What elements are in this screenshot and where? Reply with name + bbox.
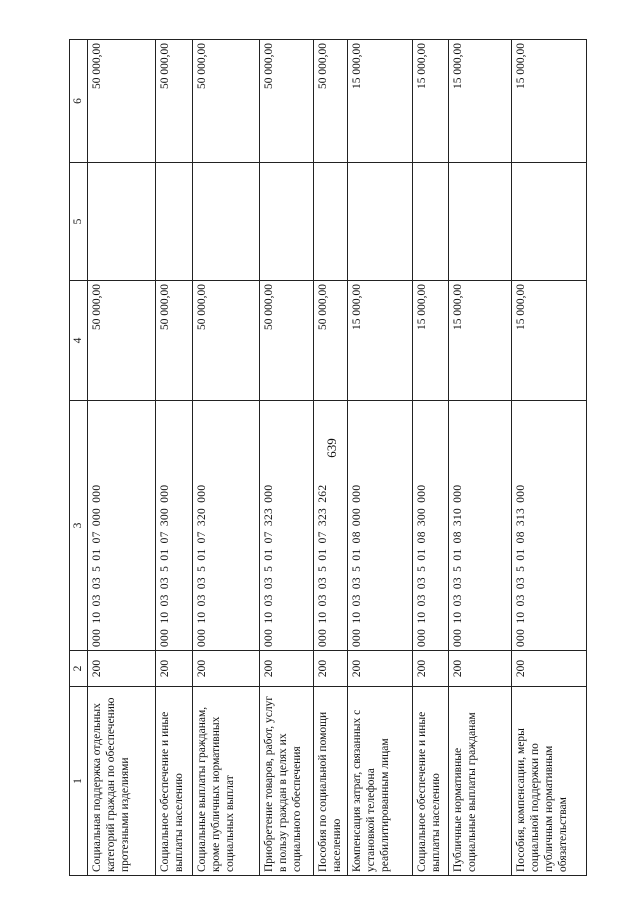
header-row bbox=[70, 40, 88, 876]
row-amount-col6: 50 000,00 bbox=[260, 40, 314, 163]
row-amount-col6: 15 000,00 bbox=[449, 40, 512, 163]
column-header: 2 bbox=[70, 651, 88, 687]
row-admin-code: 200 bbox=[193, 651, 260, 687]
row-amount-col6: 50 000,00 bbox=[193, 40, 260, 163]
row-amount-col6: 50 000,00 bbox=[156, 40, 193, 163]
row-amount-col5 bbox=[314, 163, 348, 281]
row-amount-col5 bbox=[413, 163, 449, 281]
row-budget-code: 000 10 03 03 5 01 08 313 000 bbox=[512, 401, 587, 651]
table-row bbox=[193, 40, 260, 876]
row-amount-col6: 15 000,00 bbox=[348, 40, 413, 163]
row-amount-col6: 50 000,00 bbox=[314, 40, 348, 163]
row-amount-col5 bbox=[512, 163, 587, 281]
row-budget-code: 000 10 03 03 5 01 08 310 000 bbox=[449, 401, 512, 651]
row-admin-code: 200 bbox=[260, 651, 314, 687]
column-header: 4 bbox=[70, 281, 88, 401]
row-admin-code: 200 bbox=[413, 651, 449, 687]
row-amount-col6: 15 000,00 bbox=[512, 40, 587, 163]
row-name: Приобретение товаров, работ, услуг в пользу граждан в целях их социального обеспечения bbox=[260, 687, 314, 876]
row-amount-col5 bbox=[449, 163, 512, 281]
row-name: Пособия, компенсации, меры социальной поддержки по публичным нормативным обязательствам bbox=[512, 687, 587, 876]
row-admin-code: 200 bbox=[512, 651, 587, 687]
row-amount-col4: 50 000,00 bbox=[193, 281, 260, 401]
row-name: Публичные нормативные социальные выплаты гражданам bbox=[449, 687, 512, 876]
row-amount-col5 bbox=[156, 163, 193, 281]
row-amount-col4: 50 000,00 bbox=[314, 281, 348, 401]
row-admin-code: 200 bbox=[348, 651, 413, 687]
column-header: 3 bbox=[70, 401, 88, 651]
row-name: Пособия по социальной помощи населению bbox=[314, 687, 348, 876]
row-amount-col4: 50 000,00 bbox=[260, 281, 314, 401]
row-amount-col4: 50 000,00 bbox=[88, 281, 156, 401]
row-amount-col6: 15 000,00 bbox=[413, 40, 449, 163]
row-name: Социальная поддержка отдельных категорий граждан по обеспечению протезными изделиями bbox=[88, 687, 156, 876]
row-amount-col4: 15 000,00 bbox=[413, 281, 449, 401]
column-header: 5 bbox=[70, 163, 88, 281]
table-row bbox=[314, 40, 348, 876]
row-amount-col5 bbox=[88, 163, 156, 281]
table-row bbox=[413, 40, 449, 876]
row-budget-code: 000 10 03 03 5 01 07 323 262 bbox=[314, 401, 348, 651]
column-header: 6 bbox=[70, 40, 88, 163]
row-budget-code: 000 10 03 03 5 01 07 000 000 bbox=[88, 401, 156, 651]
row-budget-code: 000 10 03 03 5 01 07 300 000 bbox=[156, 401, 193, 651]
table-row bbox=[88, 40, 156, 876]
table-row bbox=[260, 40, 314, 876]
table-row bbox=[348, 40, 413, 876]
row-name: Компенсация затрат, связанных с установкой телефона реабилитированным лицам bbox=[348, 687, 413, 876]
row-budget-code: 000 10 03 03 5 01 07 323 000 bbox=[260, 401, 314, 651]
row-amount-col4: 15 000,00 bbox=[348, 281, 413, 401]
rotated-page bbox=[69, 40, 636, 876]
row-amount-col5 bbox=[193, 163, 260, 281]
row-amount-col4: 15 000,00 bbox=[449, 281, 512, 401]
row-admin-code: 200 bbox=[449, 651, 512, 687]
row-admin-code: 200 bbox=[88, 651, 156, 687]
row-budget-code: 000 10 03 03 5 01 08 000 000 bbox=[348, 401, 413, 651]
row-name: Социальное обеспечение и иные выплаты населению bbox=[413, 687, 449, 876]
row-amount-col4: 15 000,00 bbox=[512, 281, 587, 401]
page-number: 639 bbox=[324, 438, 339, 458]
row-amount-col5 bbox=[348, 163, 413, 281]
column-header: 1 bbox=[70, 687, 88, 876]
budget-table bbox=[69, 39, 587, 876]
row-amount-col6: 50 000,00 bbox=[88, 40, 156, 163]
row-budget-code: 000 10 03 03 5 01 08 300 000 bbox=[413, 401, 449, 651]
row-name: Социальные выплаты гражданам, кроме публичных нормативных социальных выплат bbox=[193, 687, 260, 876]
row-name: Социальное обеспечение и иные выплаты населению bbox=[156, 687, 193, 876]
row-admin-code: 200 bbox=[314, 651, 348, 687]
table-row bbox=[512, 40, 587, 876]
row-amount-col5 bbox=[260, 163, 314, 281]
row-amount-col4: 50 000,00 bbox=[156, 281, 193, 401]
row-admin-code: 200 bbox=[156, 651, 193, 687]
table-row bbox=[156, 40, 193, 876]
row-budget-code: 000 10 03 03 5 01 07 320 000 bbox=[193, 401, 260, 651]
table-row bbox=[449, 40, 512, 876]
